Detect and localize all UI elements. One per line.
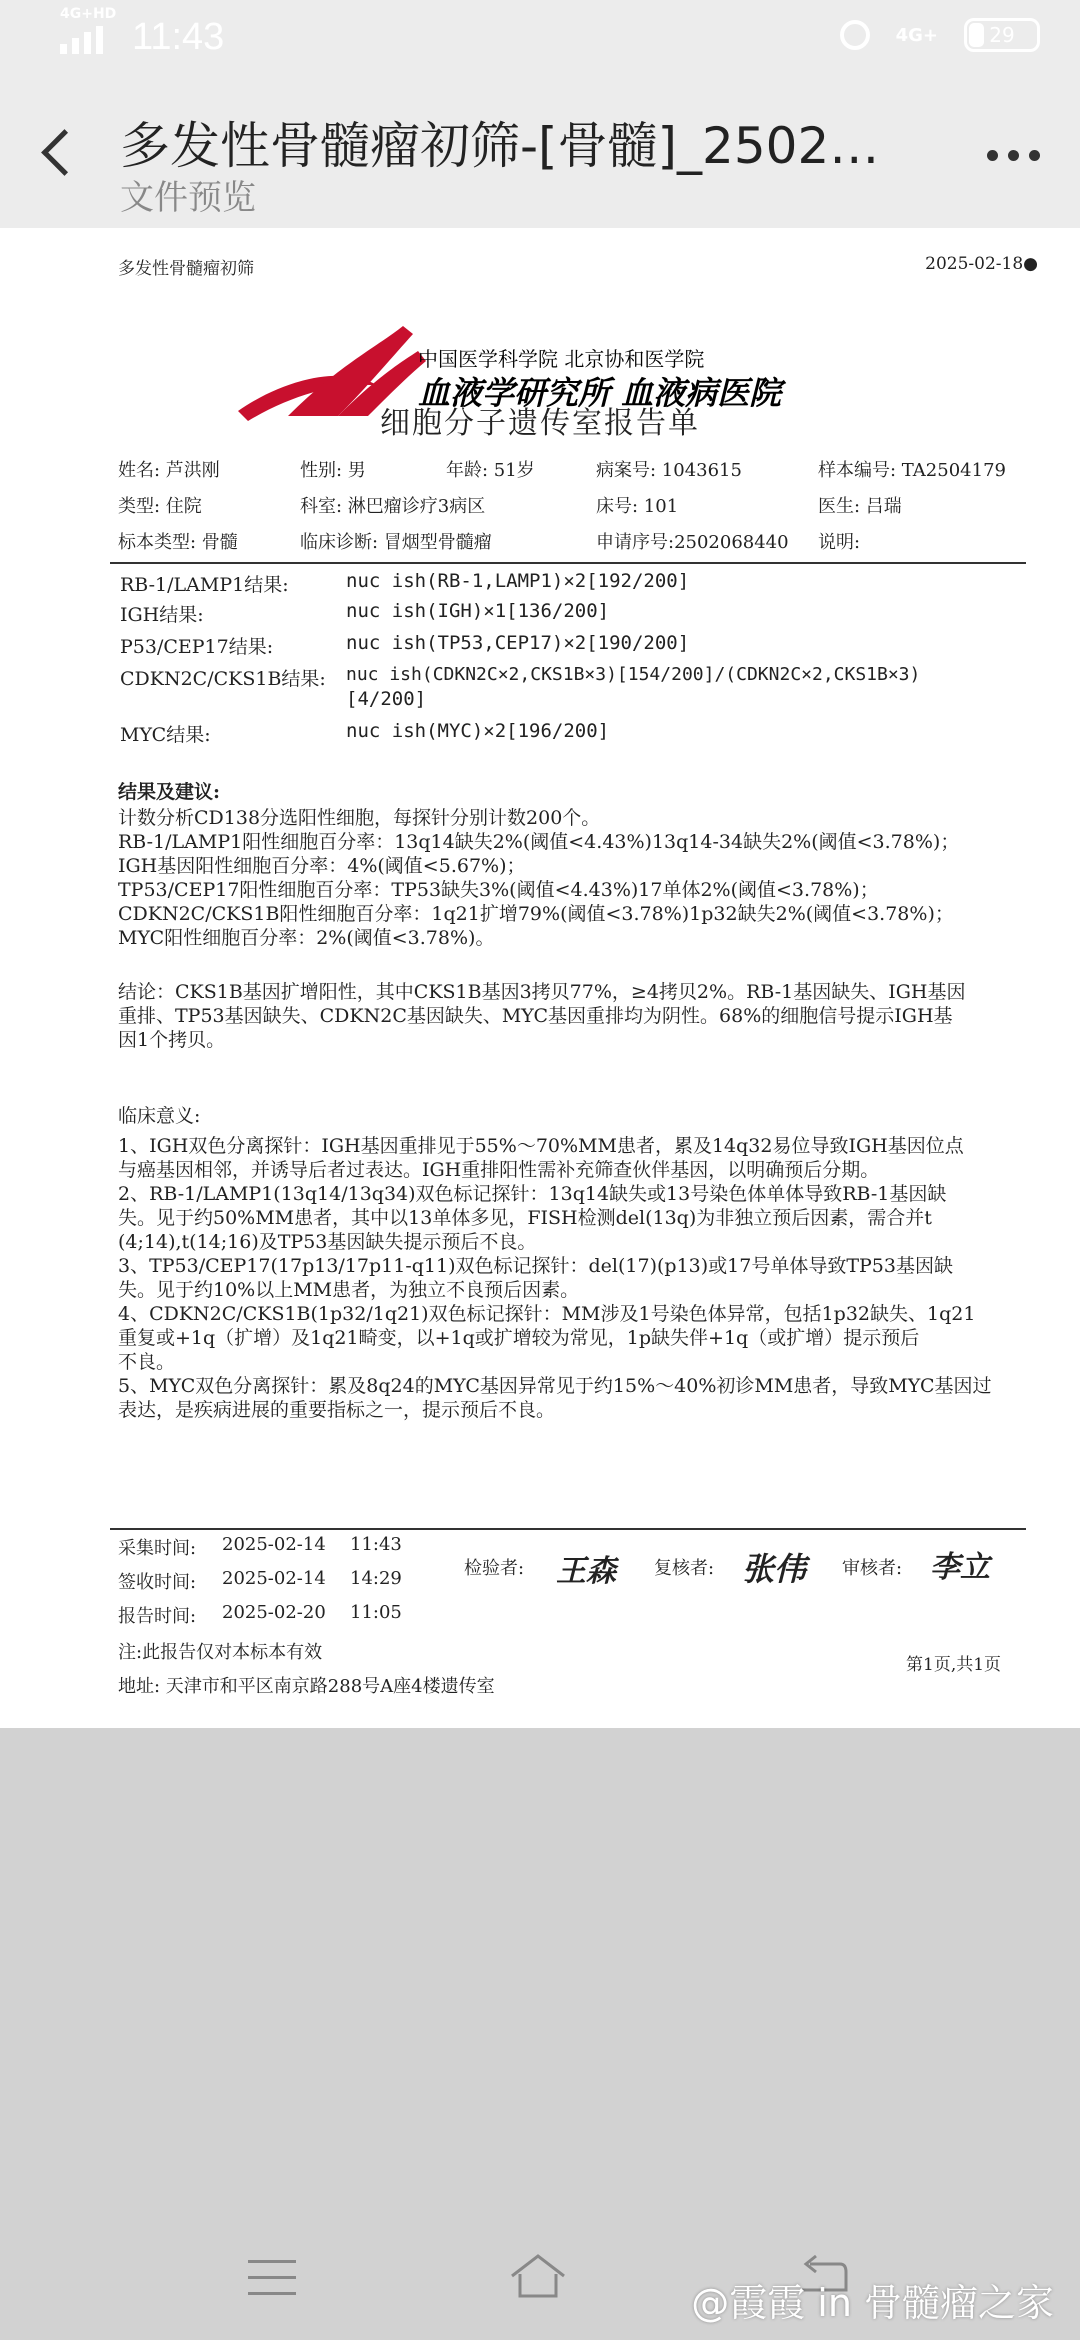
result-label-myc: MYC结果:	[120, 724, 211, 746]
report-date: 2025-02-18●	[925, 254, 1038, 274]
report-title: 细胞分子遗传室报告单	[380, 406, 700, 441]
clinical-line: 重复或+1q（扩增）及1q21畸变，以+1q或扩增较为常见，1p缺失伴+1q（或扩增）提示预后	[118, 1327, 920, 1349]
back-button[interactable]	[41, 129, 88, 176]
document-page	[0, 228, 1080, 1728]
suggest-line: TP53/CEP17阳性细胞百分率：TP53缺失3%(阈值<4.43%)17单体2%(阈值<3.78%)；	[118, 879, 879, 901]
status-time: 11:43	[132, 16, 225, 58]
report-time-label: 报告时间:	[118, 1606, 197, 1627]
clinical-line: 失。见于约10%以上MM患者，为独立不良预后因素。	[118, 1279, 580, 1301]
signal-icon	[60, 26, 108, 54]
report-address: 地址: 天津市和平区南京路288号A座4楼遗传室	[118, 1676, 495, 1697]
result-label-rb1: RB-1/LAMP1结果:	[120, 574, 289, 596]
more-options-button[interactable]	[987, 150, 1040, 161]
clinical-line: 1、IGH双色分离探针：IGH基因重排见于55%～70%MM患者，累及14q32易位导致IGH基因位点	[118, 1135, 964, 1157]
info-bed: 床号: 101	[596, 496, 679, 517]
clinical-line: 不良。	[118, 1351, 176, 1373]
result-value-cdkn2c-cont: [4/200]	[346, 688, 427, 710]
report-top-label: 多发性骨髓瘤初筛	[118, 259, 254, 279]
suggest-line: MYC阳性细胞百分率：2%(阈值<3.78%)。	[118, 927, 495, 949]
auditor-signature: 李立	[930, 1550, 990, 1585]
collect-label: 采集时间:	[118, 1538, 197, 1559]
suggest-block	[118, 806, 998, 950]
clinical-line: 3、TP53/CEP17(17p13/17p11-q11)双色标记探针：del(17)(p13)或17号单体导致TP53基因缺	[118, 1255, 953, 1277]
clinical-title: 临床意义:	[118, 1105, 201, 1127]
inspector-signature: 王森	[556, 1554, 616, 1589]
battery-icon	[964, 18, 1040, 52]
inspector-label: 检验者:	[464, 1558, 525, 1579]
conclusion-line: 结论：CKS1B基因扩增阳性，其中CKS1B基因3拷贝77%，≥4拷贝2%。RB-1基因缺失、IGH基因	[118, 981, 966, 1003]
result-value-p53: nuc ish(TP53,CEP17)×2[190/200]	[346, 632, 690, 654]
result-value-myc: nuc ish(MYC)×2[196/200]	[346, 720, 610, 742]
info-department: 科室: 淋巴瘤诊疗3病区	[300, 496, 486, 517]
receive-label: 签收时间:	[118, 1572, 197, 1593]
menu-icon[interactable]	[248, 2260, 296, 2308]
reviewer-signature: 张伟	[742, 1550, 807, 1588]
home-icon[interactable]	[508, 2250, 568, 2300]
battery-level: 29	[989, 23, 1015, 47]
result-value-cdkn2c: nuc ish(CDKN2C×2,CKS1B×3)[154/200]/(CDKN2C×2,CKS1B×3)	[346, 664, 921, 685]
clinical-line: 2、RB-1/LAMP1(13q14/13q34)双色标记探针：13q14缺失或13号染色体单体导致RB-1基因缺	[118, 1183, 947, 1205]
clinical-line: 4、CDKN2C/CKS1B(1p32/1q21)双色标记探针：MM涉及1号染色体异常，包括1p32缺失、1q21	[118, 1303, 976, 1325]
file-title: 多发性骨髓瘤初筛-[骨髓]_2502…	[120, 117, 880, 175]
network-label: 4G+HD	[60, 6, 117, 22]
clinical-line: 与癌基因相邻，并诱导后者过表达。IGH重排阳性需补充筛查伙伴基因，以明确预后分期。	[118, 1159, 880, 1181]
receive-time: 14:29	[350, 1568, 402, 1589]
footer-divider	[110, 1528, 1026, 1530]
info-sample-type: 标本类型: 骨髓	[118, 532, 238, 553]
result-label-igh: IGH结果:	[120, 604, 204, 626]
report-time-time: 11:05	[350, 1602, 402, 1623]
conclusion-block	[118, 980, 998, 1052]
logo-line1: 中国医学科学院 北京协和医学院	[418, 347, 705, 371]
divider-line	[110, 562, 1026, 564]
clinical-line: (4;14),t(14;16)及TP53基因缺失提示预后不良。	[118, 1231, 537, 1253]
file-subtitle: 文件预览	[120, 178, 256, 218]
app-header	[0, 80, 1080, 228]
receive-date: 2025-02-14	[222, 1568, 326, 1589]
info-type: 类型: 住院	[118, 496, 202, 517]
result-label-p53: P53/CEP17结果:	[120, 636, 274, 658]
network-right-label: 4G+	[895, 24, 938, 46]
clinical-line: 表达，是疾病进展的重要指标之一，提示预后不良。	[118, 1399, 556, 1421]
report-note: 注:此报告仅对本标本有效	[118, 1642, 323, 1663]
page-number: 第1页,共1页	[906, 1655, 1002, 1675]
clinical-line: 失。见于约50%MM患者，其中以13单体多见，FISH检测del(13q)为非独立预后因素，需合并t	[118, 1207, 932, 1229]
suggest-title: 结果及建议:	[118, 781, 221, 803]
suggest-line: CDKN2C/CKS1B阳性细胞百分率：1q21扩增79%(阈值<3.78%)1p32缺失2%(阈值<3.78%)；	[118, 903, 954, 925]
info-case-no: 病案号: 1043615	[596, 460, 742, 481]
suggest-line: IGH基因阳性细胞百分率：4%(阈值<5.67%)；	[118, 855, 526, 877]
conclusion-line: 重排、TP53基因缺失、CDKN2C基因缺失、MYC基因重排均为阴性。68%的细胞信号提示IGH基	[118, 1005, 953, 1027]
alarm-icon	[840, 20, 870, 50]
suggest-line: RB-1/LAMP1阳性细胞百分率：13q14缺失2%(阈值<4.43%)13q14-34缺失2%(阈值<3.78%)；	[118, 831, 960, 853]
info-name: 姓名: 芦洪刚	[118, 460, 220, 481]
reviewer-label: 复核者:	[654, 1558, 715, 1579]
info-diagnosis: 临床诊断: 冒烟型骨髓瘤	[300, 532, 492, 553]
clinical-line: 5、MYC双色分离探针：累及8q24的MYC基因异常见于约15%～40%初诊MM患者，导致MYC基因过	[118, 1375, 992, 1397]
status-bar	[0, 0, 1080, 80]
info-sample-no: 样本编号: TA2504179	[818, 460, 1006, 481]
collect-time: 11:43	[350, 1534, 402, 1555]
result-label-cdkn2c: CDKN2C/CKS1B结果:	[120, 668, 326, 690]
clinical-block	[118, 1134, 998, 1422]
info-age: 年龄: 51岁	[446, 460, 535, 481]
result-value-rb1: nuc ish(RB-1,LAMP1)×2[192/200]	[346, 570, 690, 592]
collect-date: 2025-02-14	[222, 1534, 326, 1555]
info-note: 说明:	[818, 532, 861, 553]
logo-line2: 血液学研究所 血液病医院	[418, 374, 782, 412]
auditor-label: 审核者:	[842, 1558, 903, 1579]
result-value-igh: nuc ish(IGH)×1[136/200]	[346, 600, 610, 622]
conclusion-line: 因1个拷贝。	[118, 1029, 226, 1051]
report-time-date: 2025-02-20	[222, 1602, 326, 1623]
info-gender: 性别: 男	[300, 460, 366, 481]
info-doctor: 医生: 吕瑞	[818, 496, 902, 517]
watermark: @霞霞 in 骨髓瘤之家	[691, 2281, 1054, 2325]
suggest-line: 计数分析CD138分选阳性细胞，每探针分别计数200个。	[118, 807, 601, 829]
info-request-no: 申请序号:2502068440	[596, 532, 789, 553]
